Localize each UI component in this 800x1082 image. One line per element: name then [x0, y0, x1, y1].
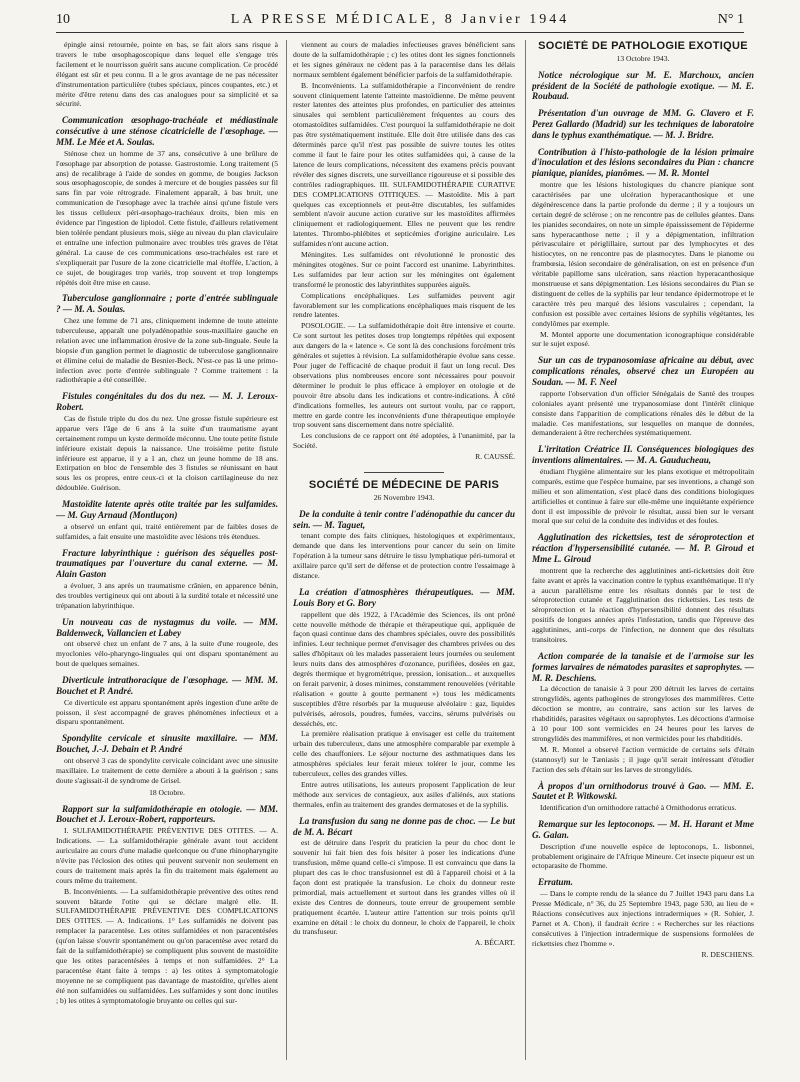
article-heading: De la conduite à tenir contre l'adénopathie du cancer du sein. — M. Taguet,	[293, 508, 515, 530]
paragraph: POSOLOGIE. — La sulfamidothérapie doit être intensive et courte. Ce sont surtout les petites doses trop longtemps répétées qui exposent aux dangers de la « latence ». Ce sont là des conclusions forcément très générales et sujettes à révision. La sulfamidothérapie évolue sans cesse. Pour juger de l'efficacité de chaque produit il faut un long recul. Des observations plus nombreuses encore sont nécessaires pour pouvoir déterminer le produit le plus efficace à employer en otologie et de pouvoir être absolu dans les indications et contre-indications. À côté d'indications formelles, les auteurs ont surtout voulu, par ce rapport, mettre en garde contre les inconvénients d'une thérapeutique employée trop souvent sans discernement dans notre spécialité.	[293, 321, 515, 430]
article-heading: Spondylite cervicale et sinusite maxillaire. — MM. Bouchet, J.-J. Debain et P. André	[56, 733, 278, 755]
column-divider	[525, 40, 526, 1060]
page-header	[56, 10, 744, 33]
article-heading: Agglutination des rickettsies, test de séroprotection et réaction d'hypersensibilité cutanée. — M. P. Giroud et Mme L. Giroud	[532, 532, 754, 564]
article-heading: À propos d'un ornithodorus trouvé à Gao. — MM. E. Sautet et P. Witkowski.	[532, 780, 754, 802]
signature: A. BÉCART.	[474, 938, 515, 948]
paragraph: Ce diverticule est apparu spontanément après ingestion d'une arête de poisson, il s'est accompagné de graves phénomènes infectieux et a disparu spontanément.	[56, 697, 278, 727]
paragraph: B. Inconvénients. La sulfamidothérapie a l'inconvénient de rendre souvent cliniquement latente l'atteinte mastoïdienne. De même peuvent rester latentes des atteintes plus profondes, en particulier des atteintes sinusales qui semblent particulièrement fréquentes au cours des otomastoïdites sulfamidées. C'est pourquoi la sulfamidothérapie ne doit pas être systématiquement instituée. Elle doit être utilisée dans des cas déterminés parce qu'il n'est pas possible de suivre toutes les otites comme il faut le faire pour les otites sulfamidées qui, à cause de la latence de leurs complications, nécessitent des examens précis pouvant révéler des signes discrets, une surveillance rigoureuse et si possible des contrôles radiographiques. III. SULFAMIDOTHÉRAPIE CURATIVE DES COMPLICATIONS OTITIQUES. — Mastoïdite. Mis à part quelques cas exceptionnels et peut-être discutables, les sulfamides semblent n'avoir aucune action curative sur les mastoïdites affirmées cliniquement et radiologiquement. Elles ne peuvent que les rendre latentes. Thrombo-phlébites et septicémies d'origine auriculaire. Les sulfamides n'ont aucune action.	[293, 80, 515, 249]
paragraph: I. SULFAMIDOTHÉRAPIE PRÉVENTIVE DES OTITES. — A. Indications. — La sulfamidothérapie générale avant tout accident auriculaire au cours d'une maladie quelconque ou d'une rhinopharyngite n'évite pas l'éclosion des otites qui peuvent survenir non seulement en cours de traitement mais après la fin du traitement mais également au cours même du traitement.	[56, 826, 278, 885]
section-rule	[364, 472, 444, 473]
paragraph: Complications encéphaliques. Les sulfamides peuvent agir favorablement sur les complications encéphaliques mais risquent de les rendre latentes.	[293, 290, 515, 320]
paragraph: M. R. Montel a observé l'action vermicide de certains sels d'étain (stannosyl) sur le Tæniasis ; il juge qu'il serait intéressant d'étudier l'action des sels d'étain sur les larves de strongylidés.	[532, 744, 754, 774]
paragraph: montrent que la recherche des agglutinines anti-rickettsies doit être faite avant et après la vaccination contre le typhus exanthématique. Il n'y a aucun parallélisme entre les résultats donnés par le test de séroprotection cutanée et l'agglutination des rickettsies. Les tests de séroprotection et la réaction d'hypersensibilité donnent des résultats positifs de longues années après l'infestation, tandis que l'épreuve des agglutinines, anti-corps de l'infection, ne donnent que des résultats transitoires.	[532, 565, 754, 645]
article-heading: Remarque sur les leptoconops. — M. H. Harant et Mme G. Galan.	[532, 819, 754, 840]
signature: R. CAUSSÉ.	[475, 452, 515, 462]
journal-title: LA PRESSE MÉDICALE, 8 Janvier 1944	[230, 12, 570, 27]
paragraph: La décoction de tanaisie à 3 pour 200 détruit les larves de certains strongylidés, agents pathogènes de strongyloses des mammifères. Cette décoction se montre, au contraire, sans action sur les larves de rhabditidés, parasites végétaux ou saprophytes. Les décoctions d'armoise à 10 pour 100 sont vermicides en 24 heures pour les larves de strongylidés des mammifères, et non vermicides pour les rhabditidés.	[532, 684, 754, 743]
article-heading: Erratum.	[538, 877, 573, 888]
date-line: 26 Novembre 1943.	[373, 492, 435, 502]
article-heading: Sur un cas de trypanosomiase africaine au début, avec complications rénales, observé chez un Européen au Soudan. — M. F. Neel	[532, 355, 754, 387]
paragraph: Les conclusions de ce rapport ont été adoptées, à l'unanimité, par la Société.	[293, 431, 515, 451]
article-heading: Fracture labyrinthique : guérison des séquelles post-traumatiques par l'ouverture du canal externe. — M. Alain Gaston	[56, 547, 278, 580]
article-heading: Présentation d'un ouvrage de MM. G. Clavero et F. Perez Gallardo (Madrid) sur les techniques de laboratoire dans le typhus exanthématique. — M. J. Bridre.	[532, 108, 754, 140]
article-heading: Action comparée de la tanaisie et de l'armoise sur les formes larvaires de nématodes parasites et saprophytes. — M. R. Deschiens.	[532, 650, 754, 683]
paragraph: B. Inconvénients. — La sulfamidothérapie préventive des otites rend souvent bâtarde l'otite qui se déclare malgré elle. II. SULFAMIDOTHÉRAPIE PRÉVENTIVE DES COMPLICATIONS DES OTITES. — A. Indications. 1° Les sulfamidés ne doivent pas remplacer la paracentèse. Les otites sulfamidées et non paracentésées (qu'on laisse s'ouvrir spontanément ou qu'on paracentèse avec retard du fait de la sulfamidothérapie) se compliquent plus souvent de mastoïdite que les otites paracentésées à temps et non sulfamidées. 2° La paracentèse étant faite à temps : a) les otites à symptomatologie moyenne ne se compliquent pas davantage de mastoïdite, qu'elles aient été non sulfamidées ou sulfamidées. Les sulfamides y sont donc inutiles ; b) les otites à symptomatologie bruyante ou celles qui sur-	[56, 886, 278, 1005]
issue-number: N° 1	[717, 12, 744, 27]
paragraph: — Dans le compte rendu de la séance du 7 Juillet 1943 paru dans La Presse Médicale, n° 36, du 25 Septembre 1943, page 530, au lieu de « Réactions consécutives aux injections intradermiques » (R. Sohier, J. Parnet et A. Chon), il faudrait écrire : « Recherches sur les réactions consécutives à l'injection intradermique de suspensions formolées de rickettsies chez l'homme ».	[532, 889, 754, 948]
paragraph: La première réalisation pratique à envisager est celle du traitement urbain des tuberculeux, dans une atmosphère comparable par exemple à celle des chauffoniers. Le séjour nocturne des asthmatiques dans les atmosphères spéciales leur ferait mieux tolérer le jour, comme les tuberculeux, celles des grandes villes.	[293, 729, 515, 779]
paragraph: est de détruire dans l'esprit du praticien la peur du choc dont le souvenir lui fait bien des fois hésiter à poser les indications d'une transfusion, même quand celle-ci s'impose. Il est convaincu que dans la plupart des cas le choc transfusionnel est dû à l'appareil choisi et à la façon dont est pratiquée la transfusion. Le choix du donneur reste primordial, mais actuellement et surtout dans les grandes villes où il existe des Centres de donneurs, toute erreur de groupement semble pratiquement écartée. L'auteur attire l'attention sur trois points qu'il examine en détail : le choix du donneur, le choix de l'appareil, le choix du transfuseur.	[293, 838, 515, 937]
paragraph: a évoluer, 3 ans après un traumatisme crânien, en apparence bénin, des troubles vertigineux qui ont abouti à la surdité totale et nécessité une trépanation labyrinthique.	[56, 581, 278, 610]
column-left	[56, 40, 278, 1064]
paragraph: étudiant l'hygiène alimentaire sur les plans exotique et métropolitain comparés, estime que l'espèce humaine, par ses inventions, a changé son milieu et son alimentation, s'est placé dans des conditions biologiques artificielles et continue à faire sur elle-même une inquiétante expérience dont il est impossible de prévoir le résultat, aussi bien sur le versant moral que sur celui de la conduite des individus et des foules.	[532, 466, 754, 526]
section-title: SOCIÉTÉ DE PATHOLOGIE EXOTIQUE	[538, 40, 748, 52]
paragraph: M. Montel apporte une documentation iconographique considérable sur le sujet exposé.	[532, 329, 754, 349]
column-right	[532, 40, 754, 1064]
section-title: SOCIÉTÉ DE MÉDECINE DE PARIS	[308, 479, 500, 492]
paragraph: ont observé chez un enfant de 7 ans, à la suite d'une rougeole, des myoclonies vélo-pharyngo-linguales qui ont disparu spontanément au bout de quelques semaines.	[56, 639, 278, 669]
paragraph: a observé un enfant qui, traité entièrement par de faibles doses de sulfamides, a fait ensuite une mastoïdite avec lésions très étendues.	[56, 521, 278, 541]
article-heading: La transfusion du sang ne donne pas de choc. — Le but de M. A. Bécart	[293, 815, 515, 837]
paragraph: Identification d'un ornithodore rattaché à Ornithodorus erraticus.	[540, 803, 737, 813]
article-heading: Tuberculose ganglionnaire ; porte d'entrée sublinguale ? — M. A. Soulas.	[56, 293, 278, 315]
article-heading: Contribution à l'histo-pathologie de la lésion primaire d'inoculation et des lésions secondaires du Pian : chancre pianique, pianides, pianômes. — M. R. Montel	[532, 146, 754, 179]
paragraph: Chez une femme de 71 ans, cliniquement indemne de toute atteinte tuberculeuse, apparaît une polyadénopathie sous-maxillaire gauche en relation avec une inflammation érosive de la zone sub-linguale. Seule la biopsie d'un ganglion permet le diagnostic de tuberculose ganglionnaire et élimine celui de maladie de Besnier-Beck. N'est-ce pas là une primo-infection avec porte d'entrée sublinguale ? Comme traitement : la radiothérapie a été conseillée.	[56, 316, 278, 385]
paragraph: Méningites. Les sulfamides ont révolutionné le pronostic des méningites otogènes. Sur ce point l'accord est unanime. Labyrinthites. Les sulfamides par leur action sur les méningites ont également transformé le pronostic des labyrinthites suppurées aiguës.	[293, 250, 515, 289]
column-middle	[293, 40, 515, 1064]
article-heading: Un nouveau cas de nystagmus du voile. — MM. Baldenweck, Vallancien et Labey	[56, 616, 278, 638]
paragraph: Description d'une nouvelle espèce de leptoconops, L. lisbonnei, probablement originaire de l'Afrique Mineure. Cet insecte piqueur est un ectoparasite de l'homme.	[532, 841, 754, 871]
paragraph: Sténose chez un homme de 37 ans, consécutive à une brûlure de l'œsophage par absorption de potasse. Gastrostomie. Long traitement (5 ans) de recalibrage à l'aide de sondes en gomme, de bougies Jackson sous œsophagoscopie, de sondes à mercure et de bougies passées sur fil sans fin par voie rétrograde. Finalement apparaît, à bas bruit, une communication de l'œsophage avec la trachée ainsi qu'une fistule vers les tissus celluleux péri-œsophago-trachéaux droits, bien mis en évidence par l'ingestion de lipiodol. Cette fistule, d'ailleurs relativement bien tolérée pendant plusieurs mois, siège au niveau du plan claviculaire et entraîne une infection pulmonaire avec troubles très graves de l'état général. La cause de ces communications œso-trachéales est rare et s'expliquerait par l'usure de la zone cicatricielle mal étoffée, L'action, à ce sujet, de bougirages trop variés, trop souvent et trop longtemps répétés doit être mise en cause.	[56, 148, 278, 287]
date-line: 18 Octobre.	[149, 787, 185, 797]
article-heading: Fistules congénitales du dos du nez. — M. J. Leroux-Robert.	[56, 391, 278, 413]
article-heading: La création d'atmosphères thérapeutiques. — MM. Louis Bory et G. Bory	[293, 587, 515, 608]
article-heading: Rapport sur la sulfamidothérapie en otologie. — MM. Bouchet et J. Leroux-Robert, rapporteurs.	[56, 803, 278, 825]
article-heading: L'irritation Créatrice II. Conséquences biologiques des inventions alimentaires. — M. A. Gauducheau,	[532, 444, 754, 466]
date-line: 13 Octobre 1943.	[616, 53, 670, 63]
page-number: 10	[56, 12, 70, 27]
article-heading: Communication œsophago-trachéale et médiastinale consécutive à une sténose cicatricielle de l'œsophage. — MM. Le Mée et A. Soulas.	[56, 115, 278, 147]
paragraph: Cas de fistule triple du dos du nez. Une grosse fistule supérieure est apparue vers l'âge de 6 ans à la suite d'un traumatisme ayant certainement rompu un kyste dermoïde méconnu. Une toute petite fistule inférieure existait depuis la naissance. Une troisième petite fistule inférieure est apparue, il y a 1 an, chez un jeune homme de 18 ans. Extirpation en bloc de l'ensemble des 3 fistules se réunissant en haut sous les os propres, entre ceux-ci et la cloison cartilagineuse du nez dédoublée. Guérison.	[56, 413, 278, 493]
column-divider	[286, 40, 287, 1060]
signature: R. DESCHIENS.	[701, 949, 754, 959]
article-heading: Notice nécrologique sur M. E. Marchoux, ancien président de la Société de pathologie exotique. — M. E. Roubaud.	[532, 69, 754, 102]
paragraph: épingle ainsi retournée, pointe en bas, se fait alors sans risque à travers le tube œsophagoscopique dans lequel elle s'engage très facilement et le nourrisson guérit sans aucune complication. Ce procédé élégant est sûr et peu connu. Il a le gros avantage de ne pas nécessiter d'instrumentation particulière (tubes spéciaux, pinces coupantes, etc.) et mérite d'être retenu dans des cas analogues pour sa simplicité et sa sécurité.	[56, 40, 278, 109]
paragraph: viennent au cours de maladies infectieuses graves bénéficient sans doute de la sulfamidothérapie ; c) les otites dont les signes fonctionnels et les signes généraux ne cèdent pas à la paracentèse dans les délais normaux semblent également bénéficier parfois de la sulfamidothérapie.	[293, 40, 515, 79]
paragraph: ont observé 3 cas de spondylite cervicale coïncidant avec une sinusite maxillaire. Le traitement de cette dernière a abouti à la guérison ; sans doute s'agissait-il de syndrome de Grisel.	[56, 755, 278, 785]
paragraph: Entre autres utilisations, les auteurs proposent l'application de leur méthode aux services de contagieux, aux asiles d'aliénés, aux stations thermales, enfin au traitement des grandes dermatoses et de la syphilis.	[293, 780, 515, 809]
paragraph: tenant compte des faits cliniques, histologiques et expérimentaux, demande que dans les interventions pour cancer du sein on limite l'opération à la tumeur sans détruire le tissu lymphatique péri-tumoral et axillaire parce qu'il sert de défense et de protection contre l'essaimage à distance.	[293, 531, 515, 581]
paragraph: rapporte l'observation d'un officier Sénégalais de Santé des troupes coloniales ayant présenté une trypanosomiase dont l'intérêt clinique consiste dans l'apparition de complications rénales dès le début de la maladie. Ces manifestations, sur lesquelles on manque de données, demanderaient à être recherchées systématiquement.	[532, 388, 754, 438]
paragraph: montre que les lésions histologiques du chancre pianique sont caractérisées par une ulcération hyperacanthosique et une dégénérescence dans la partie profonde du derme ; il y a toujours un certain degré de sclérose ; on ne rencontre pas de cellules géantes. Dans les pianides secondaires, on note un simple épaississement de l'épiderme sans hyperacanthose nette ; il y a dépigmentation, infiltration périvasculaire et périglillaire, surtout par des lymphocytes et des histiocytes, on ne rencontre pas de plasmocytes. Dans le pianome ou frambœsia, lésion secondaire de généralisation, on est en présence d'un véritable papillome sans ulcération, sans réaction hyperacanthosique monstrueuse et sans dépigmentation. Les lésions secondaires du Pian se distinguent de celles de la syphilis par leur tendance épidermotrope et le caractère très peu marqué des lésions vasculaires ; cependant, la confusion est possible avec certaines lésions de syphilis végétantes, les condylômes par exemple.	[532, 179, 754, 328]
paragraph: rappellent que dès 1922, à l'Académie des Sciences, ils ont prôné cette nouvelle méthode de thérapie et thérapeutique qui, appliquée de façon quasi continue dans des chambres spéciales, ouvre des possibilités infinies. Leur technique permet d'envisager des chambres privées ou des salles d'hôpitaux où les malades passeraient leurs journées ou seulement leurs nuits dans des atmosphères d'ozonance, purifiées, dosées en gaz, degrés thermique et hygrométrique, pression, ionisation... et auxquelles on ferait parvenir, à doses minimes, constamment renouvelées (véritable réalisation « goutte à goutte permanent ») tous les médicaments susceptibles d'être résorbés par la muqueuse alvéolaire : gaz, liquides pulvérisés, aérosols, poudres, fumées, vaccins, sérums pulvérisés ou desséchés, etc.	[293, 609, 515, 728]
article-heading: Diverticule intrathoracique de l'œsophage. — MM. M. Bouchet et P. André.	[56, 675, 278, 696]
article-heading: Mastoïdite latente après otite traitée par les sulfamides. — M. Guy Arnaud (Montluçon)	[56, 499, 278, 520]
